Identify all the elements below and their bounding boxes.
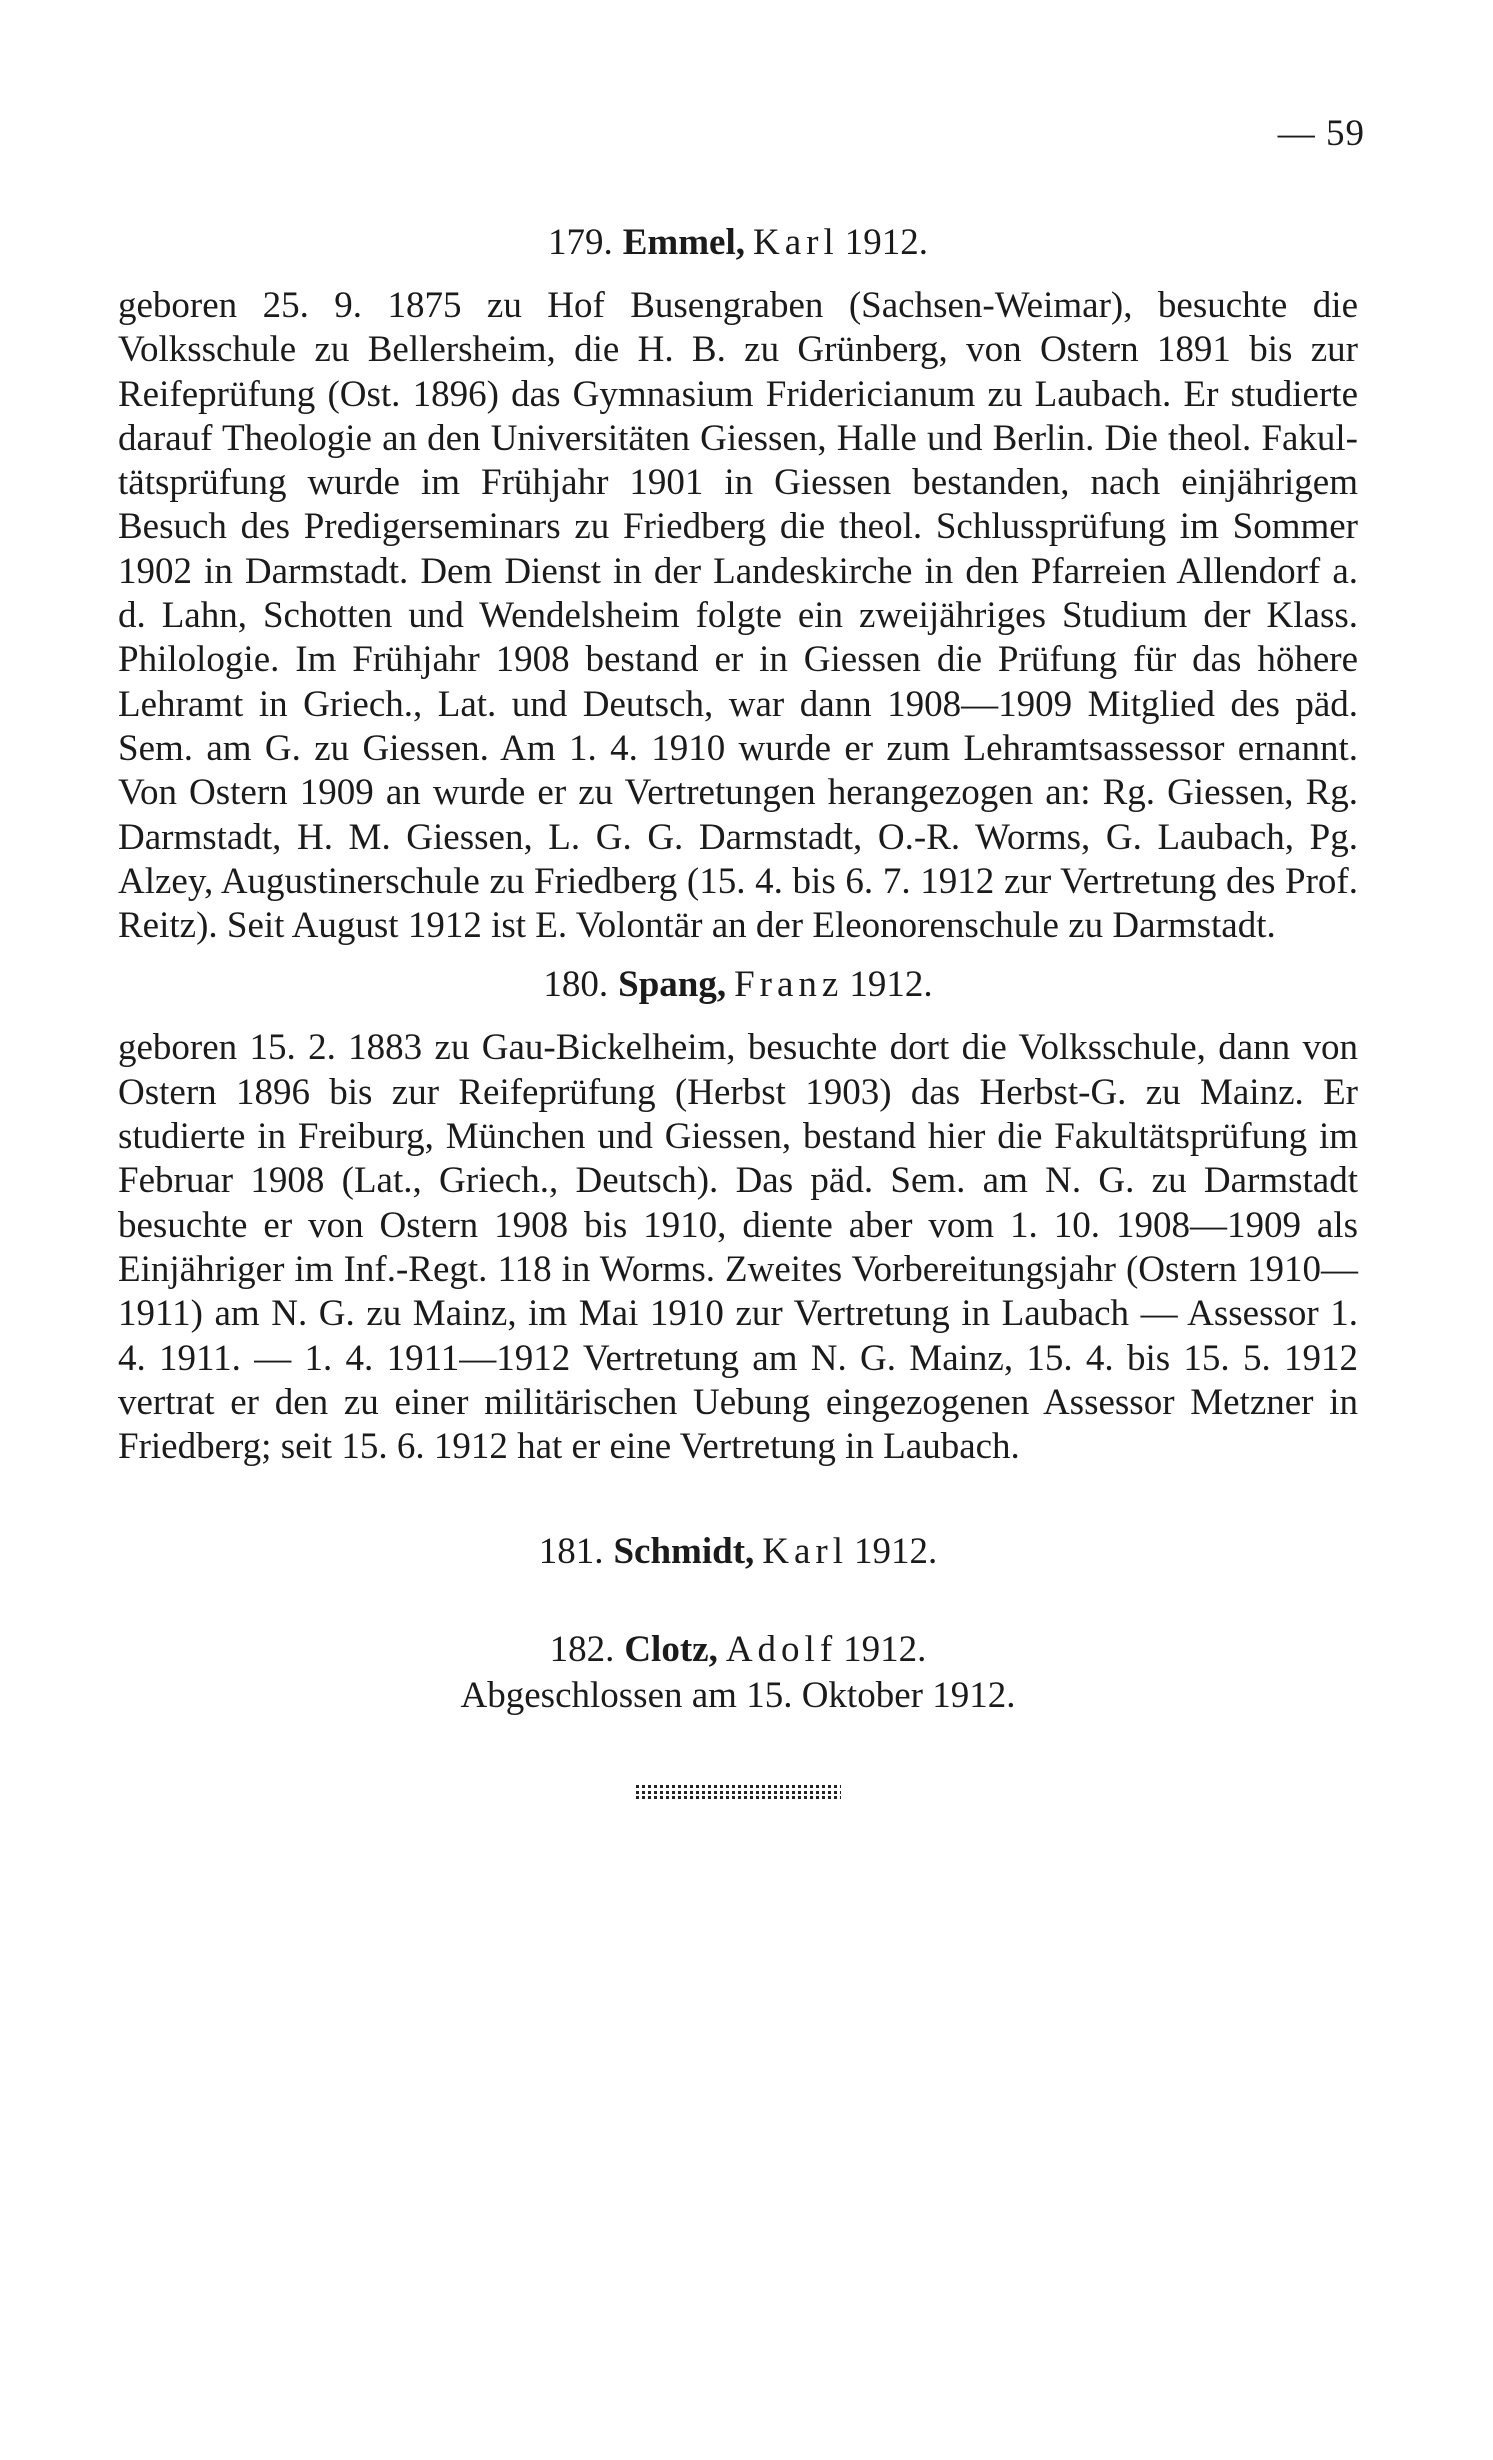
entry-given-name: Karl [762,1531,849,1573]
entry-number: 180. [543,964,609,1006]
entry-surname: Clotz, [624,1629,718,1671]
entry-number: 179. [547,222,613,263]
entry-given-name: Franz [734,964,844,1006]
entry-year: 1912. [843,1629,927,1671]
entry-year: 1912. [854,1531,938,1573]
entry-surname: Emmel, [622,222,746,263]
entry-surname: Schmidt, [613,1531,755,1573]
page-content [118,220,1358,1799]
entry-biography-180: geboren 15. 2. 1883 zu Gau-Bickelheim, besuchte dort die Volksschule, dann von Ostern 1896 bis zur Reifeprüfung (Herbst 1903) das Herbst-G. zu Mainz. Er studierte in Freiburg, München und Giessen, bestand hier die Fakultätsprüfung im Februar 1908 (Lat., Griech., Deutsch). Das päd. Sem. am N. G. zu Darmstadt besuchte er von Ostern 1908 bis 1910, diente aber vom 1. 10. 1908—1909 als Einjähriger im Inf.-Regt. 118 in Worms. Zweites Vorbereitungsjahr (Ostern 1910—1911) am N. G. zu Mainz, im Mai 1910 zur Vertretung in Laubach — Assessor 1. 4. 1911. — 1. 4. 1911—1912 Vertretung am N. G. Mainz, 15. 4. bis 15. 5. 1912 vertrat er den zu einer militärischen Uebung eingezogenen Assessor Metzner in Friedberg; seit 15. 6. 1912 hat er eine Vertretung in Laubach. [118,1027,1358,1468]
entry-year: 1912. [844,222,929,263]
page-number: — 59 [1277,113,1365,154]
entry-number: 182. [549,1629,615,1671]
entry-given-name: Karl [753,222,839,263]
entry-biography-179: geboren 25. 9. 1875 zu Hof Busengraben (Sachsen-Weimar), besuchte die Volksschule zu Bellersheim, die H. B. zu Grünberg, von Ostern 1891 bis zur Reifeprüfung (Ost. 1896) das Gymnasium Fridericianum zu Laubach. Er studierte darauf Theologie an den Universitäten Giessen, Halle und Berlin. Die theol. Fakultätsprüfung wurde im Frühjahr 1901 in Giessen bestanden, nach einjährigem Besuch des Predigerseminars zu Friedberg die theol. Schlussprüfung im Sommer 1902 in Darmstadt. Dem Dienst in der Landeskirche in den Pfarreien Allendorf a. d. Lahn, Schotten und Wendelsheim folgte ein zweijähriges Studium der Klass. Philologie. Im Frühjahr 1908 bestand er in Giessen die Prüfung für das höhere Lehramt in Griech., Lat. und Deutsch, war dann 1908—1909 Mitglied des päd. Sem. am G. zu Giessen. Am 1. 4. 1910 wurde er zum Lehramtsassessor ernannt. Von Ostern 1909 an wurde er zu Vertretungen herangezogen an: Rg. Giessen, Rg. Darmstadt, H. M. Giessen, L. G. G. Darmstadt, O.-R. Worms, G. Laubach, Pg. Alzey, Augustinerschule zu Friedberg (15. 4. bis 6. 7. 1912 zur Vertretung des Prof. Reitz). Seit August 1912 ist E. Volontär an der Eleonorenschule zu Darmstadt. [118,285,1358,947]
entry-heading-181 [118,1529,1358,1575]
entry-heading-182 [118,1627,1358,1673]
entry-heading-180 [118,962,1358,1008]
entry-surname: Spang, [618,964,727,1006]
entry-heading-179 [118,220,1358,266]
entry-given-name: Adolf [725,1629,838,1671]
entry-year: 1912. [849,964,933,1006]
entry-number: 181. [538,1531,604,1573]
closing-statement: Abgeschlossen am 15. Oktober 1912. [460,1675,1016,1717]
end-ornament [636,1785,841,1799]
